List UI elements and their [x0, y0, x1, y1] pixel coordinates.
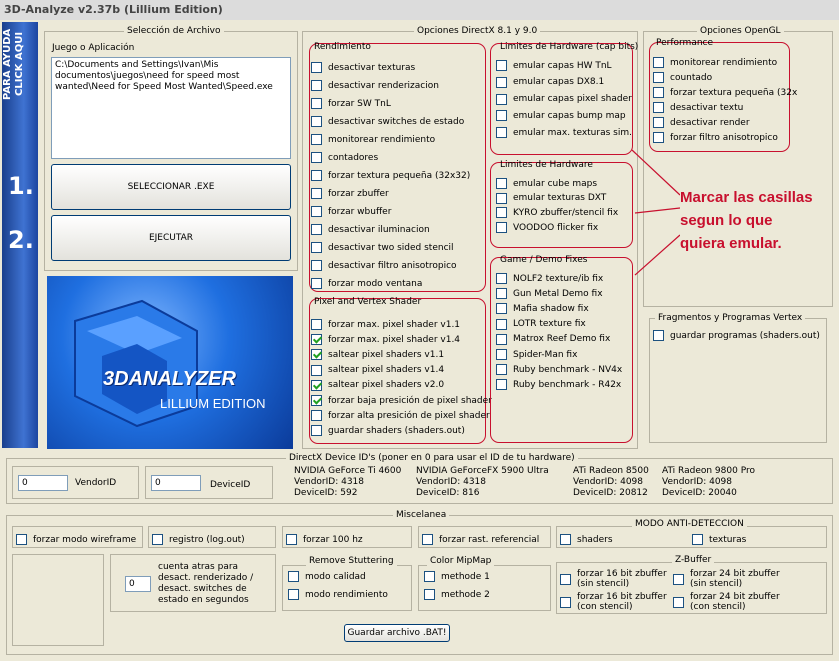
- modo-calidad-checkbox[interactable]: modo calidad: [288, 570, 366, 583]
- option-checkbox[interactable]: countado: [653, 71, 712, 84]
- checkbox-box[interactable]: [496, 110, 507, 121]
- checkbox-box[interactable]: [496, 193, 507, 204]
- checkbox-box[interactable]: [311, 278, 322, 289]
- zbuffer-title: Z-Buffer: [672, 555, 714, 565]
- option-checkbox[interactable]: desactivar two sided stencil: [311, 241, 454, 254]
- checkbox-box[interactable]: [311, 116, 322, 127]
- checkbox-box[interactable]: [424, 589, 435, 600]
- checkbox-box[interactable]: [424, 571, 435, 582]
- card-vendor: VendorID: 4318: [294, 477, 365, 487]
- directx-title: Opciones DirectX 8.1 y 9.0: [414, 26, 540, 36]
- frag-title: Fragmentos y Programas Vertex: [655, 313, 805, 323]
- option-checkbox[interactable]: emular capas pixel shader: [496, 93, 632, 106]
- option-checkbox[interactable]: desactivar switches de estado: [311, 115, 464, 128]
- rendimiento-title: Rendimiento: [314, 42, 371, 52]
- checkbox-box[interactable]: [496, 77, 507, 88]
- checkbox-box[interactable]: [311, 242, 322, 253]
- option-checkbox[interactable]: desactivar iluminacion: [311, 223, 430, 236]
- option-checkbox[interactable]: contadores: [311, 151, 378, 164]
- checkbox-box[interactable]: [422, 534, 433, 545]
- registro-checkbox[interactable]: registro (log.out): [152, 533, 245, 546]
- option-checkbox[interactable]: monitorear rendimiento: [311, 133, 435, 146]
- countdown-input[interactable]: 0: [125, 576, 151, 592]
- checkbox-box[interactable]: [311, 224, 322, 235]
- vendor-id-input[interactable]: 0: [18, 475, 68, 491]
- card-name: ATi Radeon 9800 Pro: [662, 466, 755, 476]
- checkbox-box[interactable]: [311, 260, 322, 271]
- option-checkbox[interactable]: Gun Metal Demo fix: [496, 287, 603, 300]
- logo-brand: 3DANALYZER: [103, 368, 236, 390]
- save-bat-button[interactable]: Guardar archivo .BAT!: [344, 624, 450, 642]
- option-checkbox[interactable]: forzar SW TnL: [311, 97, 391, 110]
- blank-box: [12, 554, 104, 646]
- option-checkbox[interactable]: Matrox Reef Demo fix: [496, 333, 610, 346]
- methode-1-checkbox[interactable]: methode 1: [424, 570, 490, 583]
- option-checkbox[interactable]: KYRO zbuffer/stencil fix: [496, 206, 618, 219]
- checkbox-box[interactable]: [653, 102, 664, 113]
- card-device: DeviceID: 816: [416, 488, 480, 498]
- device-id-label: DeviceID: [210, 480, 251, 490]
- zbuf-16-sin-checkbox[interactable]: forzar 16 bit zbuffer (sin stencil): [560, 568, 667, 590]
- app-label: Juego o Aplicación: [52, 43, 135, 53]
- checkbox-box[interactable]: [288, 571, 299, 582]
- option-checkbox[interactable]: Spider-Man fix: [496, 348, 577, 361]
- fixes-title: Game / Demo Fixes: [500, 255, 588, 265]
- stutter-title: Remove Stuttering: [306, 556, 397, 566]
- option-checkbox[interactable]: desactivar textu: [653, 101, 743, 114]
- option-checkbox[interactable]: forzar max. pixel shader v1.1: [311, 318, 460, 331]
- option-checkbox[interactable]: forzar textura pequeña (32x32): [311, 169, 470, 182]
- option-checkbox[interactable]: emular capas bump map: [496, 109, 626, 122]
- checkbox-box[interactable]: [653, 117, 664, 128]
- option-checkbox[interactable]: saltear pixel shaders v1.4: [311, 364, 444, 377]
- anti-detect-title: MODO ANTI-DETECCION: [632, 519, 747, 529]
- option-checkbox[interactable]: emular capas HW TnL: [496, 59, 612, 72]
- checkbox-box[interactable]: [653, 330, 664, 341]
- checkbox-box[interactable]: [152, 534, 163, 545]
- checkbox-box[interactable]: [311, 188, 322, 199]
- device-id-input[interactable]: 0: [151, 475, 201, 491]
- option-checkbox[interactable]: emular texturas DXT: [496, 192, 606, 205]
- checkbox-box[interactable]: [311, 206, 322, 217]
- option-checkbox[interactable]: forzar max. pixel shader v1.4: [311, 333, 460, 346]
- card-device: DeviceID: 20040: [662, 488, 737, 498]
- option-checkbox[interactable]: forzar alta presición de pixel shader: [311, 409, 490, 422]
- anti-shaders-checkbox[interactable]: shaders: [560, 533, 613, 546]
- checkbox-box[interactable]: [496, 364, 507, 375]
- checkbox-box[interactable]: [496, 379, 507, 390]
- checkbox-box[interactable]: [496, 334, 507, 345]
- checkbox-box[interactable]: [496, 94, 507, 105]
- option-checkbox[interactable]: Ruby benchmark - NV4x: [496, 363, 622, 376]
- vendor-id-label: VendorID: [75, 478, 117, 488]
- checkbox-box[interactable]: [311, 152, 322, 163]
- card-device: DeviceID: 20812: [573, 488, 648, 498]
- option-checkbox[interactable]: monitorear rendimiento: [653, 56, 777, 69]
- caps-title: Limites de Hardware (cap bits): [500, 42, 639, 52]
- guardar-programas-checkbox[interactable]: guardar programas (shaders.out): [653, 329, 820, 342]
- checkbox-box[interactable]: [286, 534, 297, 545]
- card-name: NVIDIA GeForceFX 5900 Ultra: [416, 466, 549, 476]
- checkbox-box[interactable]: [496, 222, 507, 233]
- option-checkbox[interactable]: desactivar render: [653, 116, 750, 129]
- checkbox-box[interactable]: [311, 319, 322, 330]
- checkbox-box[interactable]: [692, 534, 703, 545]
- option-checkbox[interactable]: forzar modo ventana: [311, 277, 422, 290]
- option-checkbox[interactable]: forzar baja presición de pixel shader: [311, 394, 492, 407]
- checkbox-box[interactable]: [288, 589, 299, 600]
- option-checkbox[interactable]: saltear pixel shaders v1.1: [311, 348, 444, 361]
- methode-2-checkbox[interactable]: methode 2: [424, 588, 490, 601]
- checkbox-box[interactable]: [673, 574, 684, 585]
- checkbox-box[interactable]: [560, 574, 571, 585]
- option-checkbox[interactable]: saltear pixel shaders v2.0: [311, 379, 444, 392]
- help-text[interactable]: PARA AYUDA CLICK AQUI: [2, 28, 25, 100]
- checkbox-box[interactable]: [311, 98, 322, 109]
- checkbox-box[interactable]: [311, 365, 322, 376]
- option-checkbox[interactable]: LOTR texture fix: [496, 318, 586, 331]
- checkbox-box[interactable]: [496, 288, 507, 299]
- option-checkbox[interactable]: forzar filtro anisotropico: [653, 131, 778, 144]
- checkbox-box[interactable]: [311, 349, 322, 360]
- forzar-100hz-checkbox[interactable]: forzar 100 hz: [286, 533, 363, 546]
- device-title: DirectX Device ID's (poner en 0 para usar el ID de tu hardware): [286, 453, 578, 463]
- countdown-label: cuenta atras para desact. renderizado / desact. switches de estado en segundos: [158, 562, 254, 605]
- checkbox-box[interactable]: [311, 395, 322, 406]
- checkbox-box[interactable]: [311, 410, 322, 421]
- checkbox-box[interactable]: [496, 178, 507, 189]
- checkbox-box[interactable]: [311, 80, 322, 91]
- annotation-note: Marcar las casillas segun lo que quiera emular.: [680, 186, 820, 255]
- checkbox-box[interactable]: [311, 62, 322, 73]
- checkbox-box[interactable]: [496, 207, 507, 218]
- card-name: ATi Radeon 8500: [573, 466, 649, 476]
- checkbox-box[interactable]: [496, 319, 507, 330]
- modo-rendimiento-checkbox[interactable]: modo rendimiento: [288, 588, 388, 601]
- checkbox-box[interactable]: [653, 87, 664, 98]
- wireframe-checkbox[interactable]: forzar modo wireframe: [16, 533, 136, 546]
- gl-perf-title: Performance: [656, 38, 714, 48]
- option-checkbox[interactable]: emular capas DX8.1: [496, 76, 604, 89]
- checkbox-box[interactable]: [496, 60, 507, 71]
- checkbox-box[interactable]: [311, 134, 322, 145]
- option-checkbox[interactable]: desactivar filtro anisotropico: [311, 259, 457, 272]
- hw-title: Limites de Hardware: [500, 160, 593, 170]
- opengl-title: Opciones OpenGL: [697, 26, 784, 36]
- run-button[interactable]: EJECUTAR: [51, 215, 291, 261]
- checkbox-box[interactable]: [496, 349, 507, 360]
- option-checkbox[interactable]: emular cube maps: [496, 177, 597, 190]
- step-1-label: 1.: [8, 172, 34, 200]
- option-checkbox[interactable]: desactivar texturas: [311, 61, 415, 74]
- card-device: DeviceID: 592: [294, 488, 358, 498]
- logo-cube-icon: [47, 276, 293, 449]
- option-checkbox[interactable]: guardar shaders (shaders.out): [311, 424, 465, 437]
- checkbox-box[interactable]: [311, 380, 322, 391]
- anti-texturas-checkbox[interactable]: texturas: [692, 533, 746, 546]
- logo-image: [47, 276, 293, 449]
- exe-path-field[interactable]: C:\Documents and Settings\Ivan\Mis documentos\juegos\need for speed most wanted\Need for Speed Most Wanted\Speed.exe: [51, 57, 291, 159]
- checkbox-box[interactable]: [16, 534, 27, 545]
- checkbox-box[interactable]: [653, 57, 664, 68]
- zbuf-24-con-checkbox[interactable]: forzar 24 bit zbuffer (con stencil): [673, 591, 785, 613]
- checkbox-box[interactable]: [653, 72, 664, 83]
- checkbox-box[interactable]: [560, 597, 571, 608]
- step-2-label: 2.: [8, 226, 34, 254]
- logo-edition: LILLIUM EDITION: [160, 396, 266, 411]
- option-checkbox[interactable]: desactivar renderizacion: [311, 79, 439, 92]
- shader-title: Pixel and Vertex Shader: [314, 297, 422, 307]
- option-checkbox[interactable]: forzar textura pequeña (32x: [653, 86, 797, 99]
- rast-referencial-checkbox[interactable]: forzar rast. referencial: [422, 533, 539, 546]
- checkbox-box[interactable]: [496, 273, 507, 284]
- zbuf-24-sin-checkbox[interactable]: forzar 24 bit zbuffer (sin stencil): [673, 568, 785, 590]
- file-section-title: Selección de Archivo: [124, 26, 224, 36]
- checkbox-box[interactable]: [560, 534, 571, 545]
- zbuf-16-con-checkbox[interactable]: forzar 16 bit zbuffer (con stencil): [560, 591, 667, 613]
- option-checkbox[interactable]: Ruby benchmark - R42x: [496, 378, 621, 391]
- checkbox-box[interactable]: [311, 170, 322, 181]
- option-checkbox[interactable]: VOODOO flicker fix: [496, 221, 598, 234]
- option-checkbox[interactable]: NOLF2 texture/ib fix: [496, 272, 603, 285]
- checkbox-box[interactable]: [496, 303, 507, 314]
- checkbox-box[interactable]: [311, 425, 322, 436]
- card-vendor: VendorID: 4318: [416, 477, 487, 487]
- card-name: NVIDIA GeForce Ti 4600: [294, 466, 402, 476]
- checkbox-box[interactable]: [496, 127, 507, 138]
- card-vendor: VendorID: 4098: [573, 477, 644, 487]
- option-checkbox[interactable]: forzar zbuffer: [311, 187, 389, 200]
- checkbox-box[interactable]: [311, 334, 322, 345]
- option-checkbox[interactable]: forzar wbuffer: [311, 205, 391, 218]
- annotation-arrows: [600, 140, 690, 280]
- card-vendor: VendorID: 4098: [662, 477, 733, 487]
- checkbox-box[interactable]: [673, 597, 684, 608]
- title-bar: 3D-Analyze v2.37b (Lillium Edition): [0, 0, 839, 20]
- option-checkbox[interactable]: emular max. texturas sim.: [496, 126, 632, 139]
- misc-title: Miscelanea: [393, 510, 449, 520]
- option-checkbox[interactable]: Mafia shadow fix: [496, 302, 589, 315]
- select-exe-button[interactable]: SELECCIONAR .EXE: [51, 164, 291, 210]
- mipmap-title: Color MipMap: [427, 556, 494, 566]
